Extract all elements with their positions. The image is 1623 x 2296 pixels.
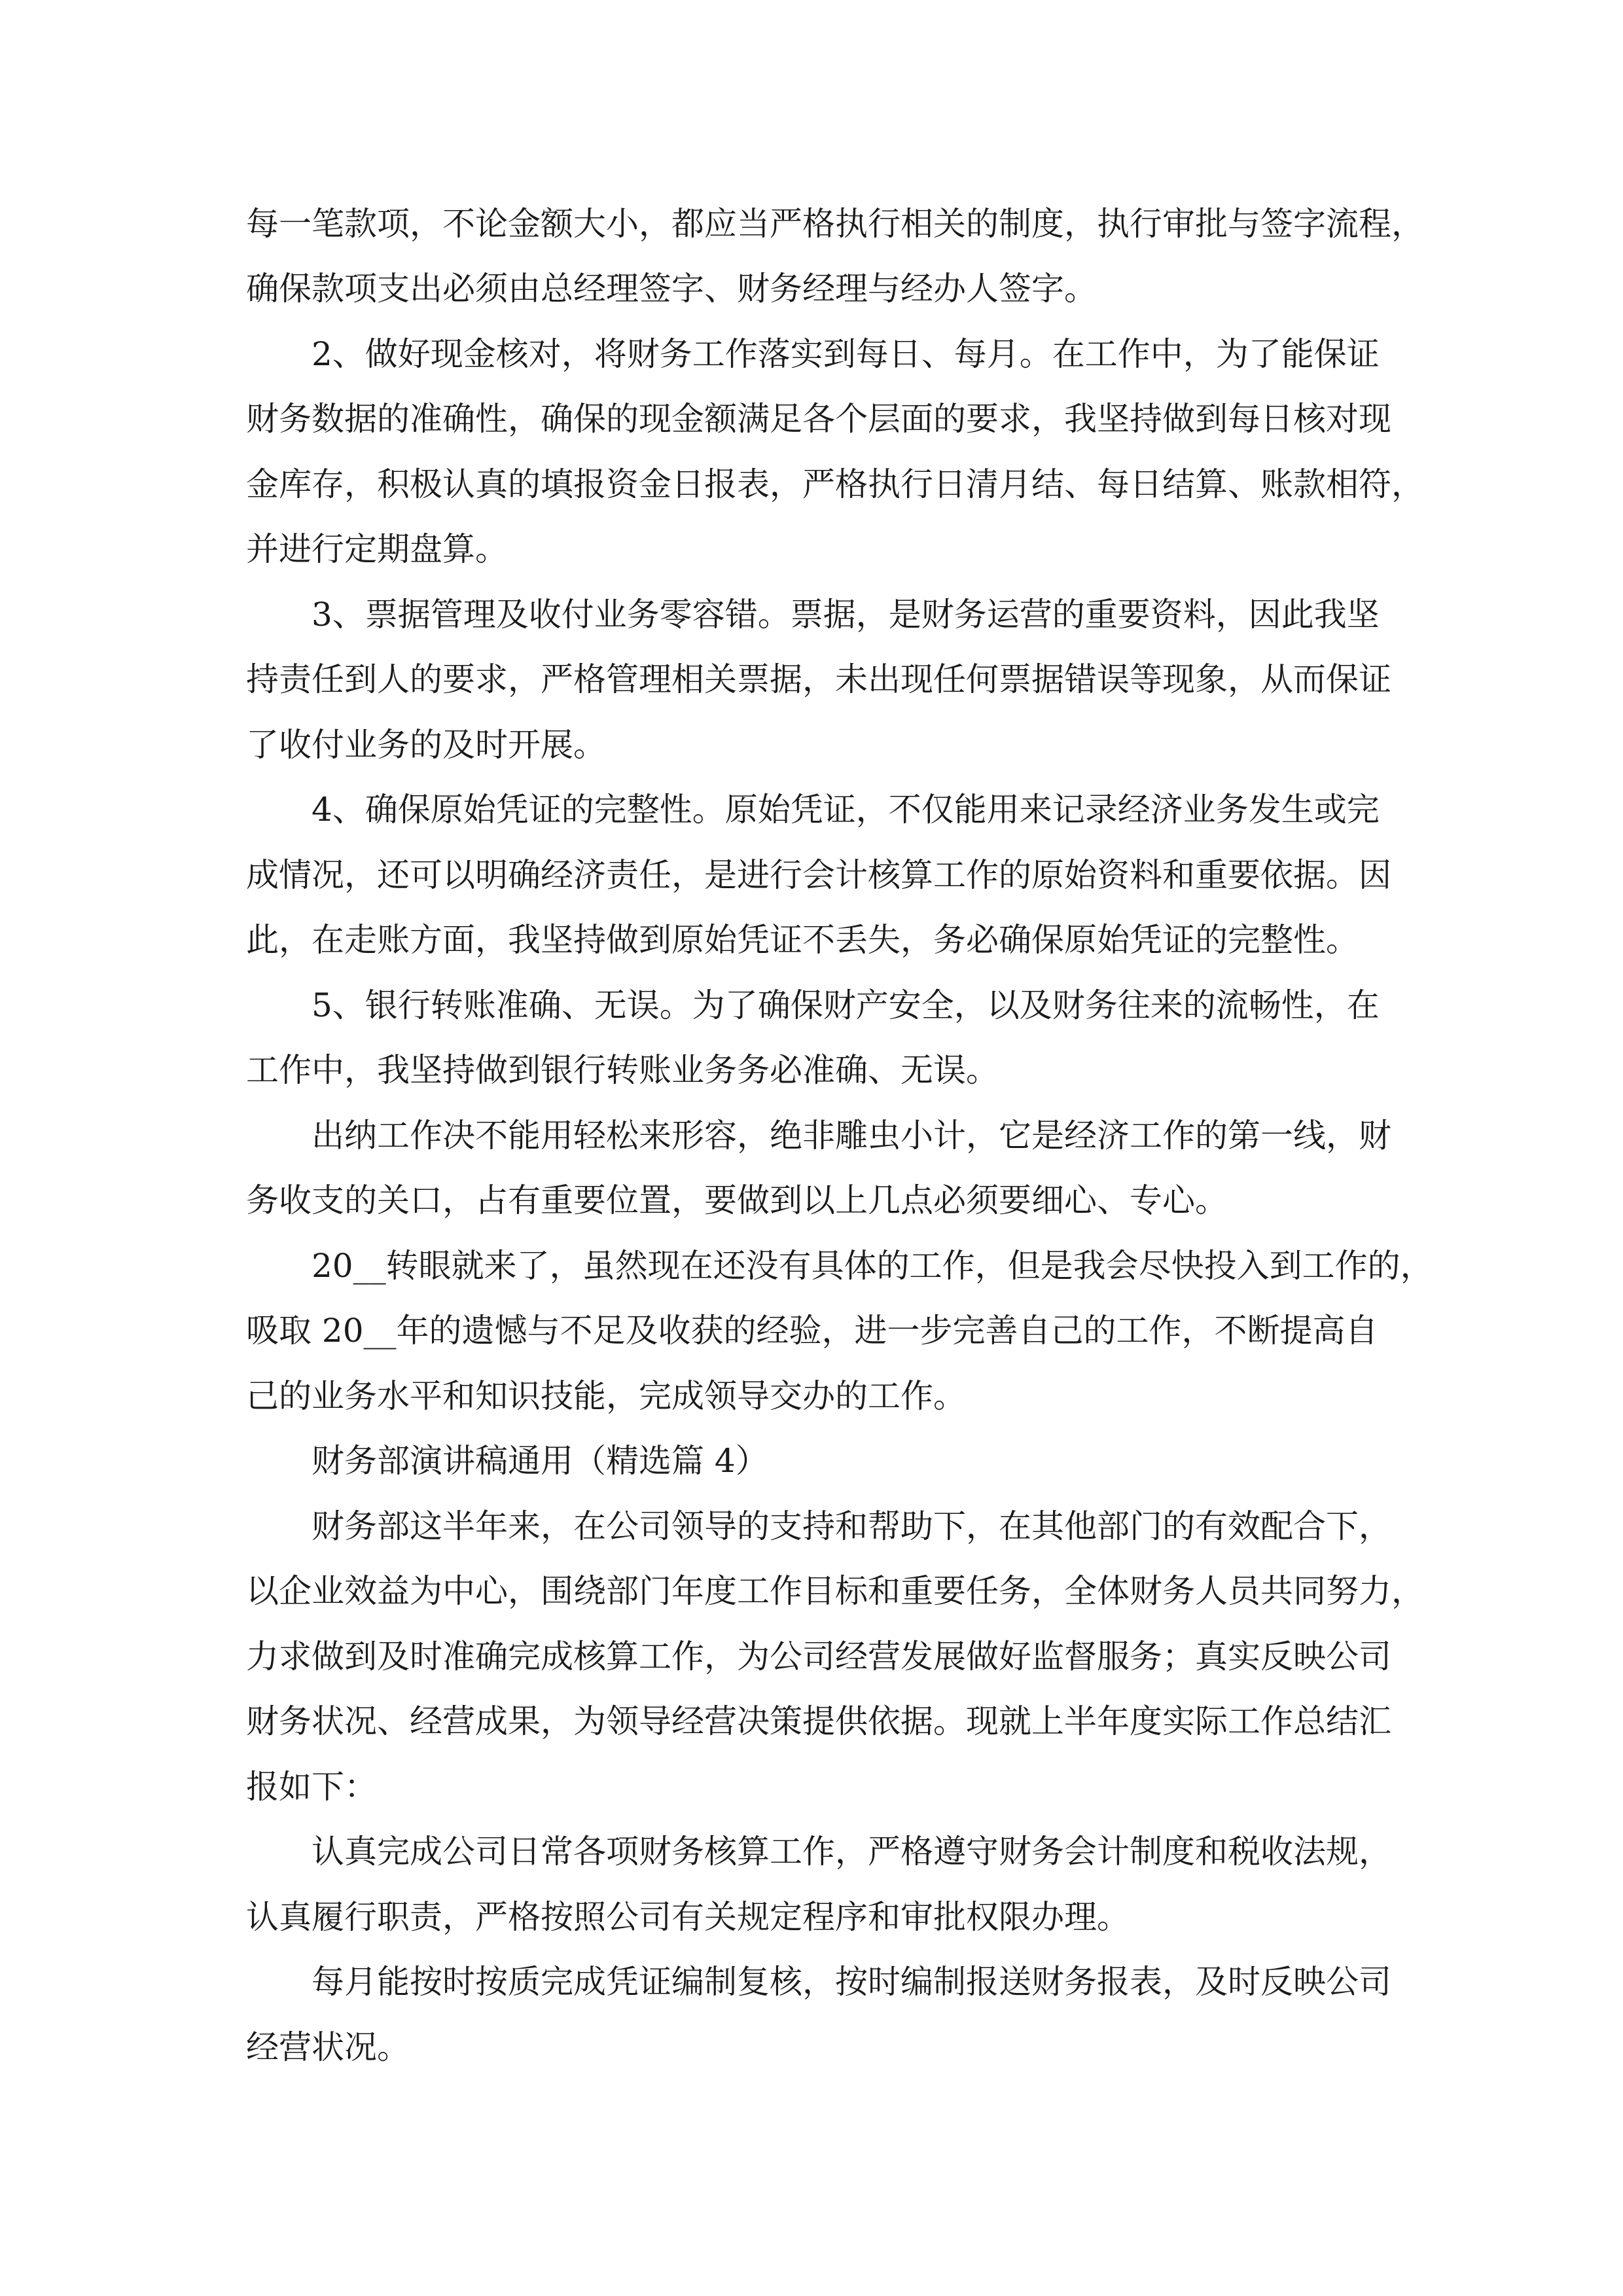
text-line: 此，在走账方面，我坚持做到原始凭证不丢失，务必确保原始凭证的完整性。 bbox=[246, 921, 1359, 959]
text-line: 每一笔款项，不论金额大小，都应当严格执行相关的制度，执行审批与签字流程， bbox=[246, 205, 1424, 243]
text-line: 确保款项支出必须由总经理签字、财务经理与经办人签字。 bbox=[246, 270, 1097, 308]
paragraph-start-line: 4、确保原始凭证的完整性。原始凭证，不仅能用来记录经济业务发生或完 bbox=[312, 791, 1380, 829]
text-line: 财务状况、经营成果，为领导经营决策提供依据。现就上半年度实际工作总结汇 bbox=[246, 1702, 1391, 1740]
text-line: 吸取 20__年的遗憾与不足及收获的经验，进一步完善自己的工作，不断提高自 bbox=[246, 1312, 1378, 1350]
text-line: 报如下： bbox=[246, 1768, 377, 1806]
text-line: 并进行定期盘算。 bbox=[246, 530, 508, 568]
text-line: 力求做到及时准确完成核算工作，为公司经营发展做好监督服务；真实反映公司 bbox=[246, 1638, 1391, 1676]
paragraph-start-line: 财务部这半年来，在公司领导的支持和帮助下，在其他部门的有效配合下， bbox=[312, 1507, 1391, 1545]
paragraph-start-line: 5、银行转账准确、无误。为了确保财产安全，以及财务往来的流畅性，在 bbox=[312, 986, 1380, 1024]
text-line: 己的业务水平和知识技能，完成领导交办的工作。 bbox=[246, 1377, 966, 1415]
section-heading: 财务部演讲稿通用（精选篇 4） bbox=[312, 1442, 768, 1480]
text-line: 金库存，积极认真的填报资金日报表，严格执行日清月结、每日结算、账款相符， bbox=[246, 465, 1424, 503]
text-line: 以企业效益为中心，围绕部门年度工作目标和重要任务，全体财务人员共同努力， bbox=[246, 1572, 1424, 1610]
text-line: 工作中，我坚持做到银行转账业务务必准确、无误。 bbox=[246, 1051, 999, 1089]
text-line: 持责任到人的要求，严格管理相关票据，未出现任何票据错误等现象，从而保证 bbox=[246, 660, 1391, 698]
text-line: 务收支的关口，占有重要位置，要做到以上几点必须要细心、专心。 bbox=[246, 1181, 1228, 1219]
paragraph-start-line: 每月能按时按质完成凭证编制复核，按时编制报送财务报表，及时反映公司 bbox=[312, 1963, 1391, 2001]
text-line: 经营状况。 bbox=[246, 2028, 410, 2066]
text-line: 财务数据的准确性，确保的现金额满足各个层面的要求，我坚持做到每日核对现 bbox=[246, 400, 1391, 438]
paragraph-start-line: 认真完成公司日常各项财务核算工作，严格遵守财务会计制度和税收法规， bbox=[312, 1833, 1391, 1871]
text-line: 了收付业务的及时开展。 bbox=[246, 726, 606, 764]
text-line: 认真履行职责，严格按照公司有关规定程序和审批权限办理。 bbox=[246, 1898, 1130, 1936]
paragraph-start-line: 2、做好现金核对，将财务工作落实到每日、每月。在工作中，为了能保证 bbox=[312, 335, 1380, 373]
paragraph-start-line: 3、票据管理及收付业务零容错。票据，是财务运营的重要资料，因此我坚 bbox=[312, 596, 1380, 634]
paragraph-start-line: 20__转眼就来了，虽然现在还没有具体的工作，但是我会尽快投入到工作的， bbox=[312, 1247, 1433, 1285]
text-line: 成情况，还可以明确经济责任，是进行会计核算工作的原始资料和重要依据。因 bbox=[246, 856, 1391, 894]
paragraph-start-line: 出纳工作决不能用轻松来形容，绝非雕虫小计，它是经济工作的第一线，财 bbox=[312, 1117, 1391, 1155]
